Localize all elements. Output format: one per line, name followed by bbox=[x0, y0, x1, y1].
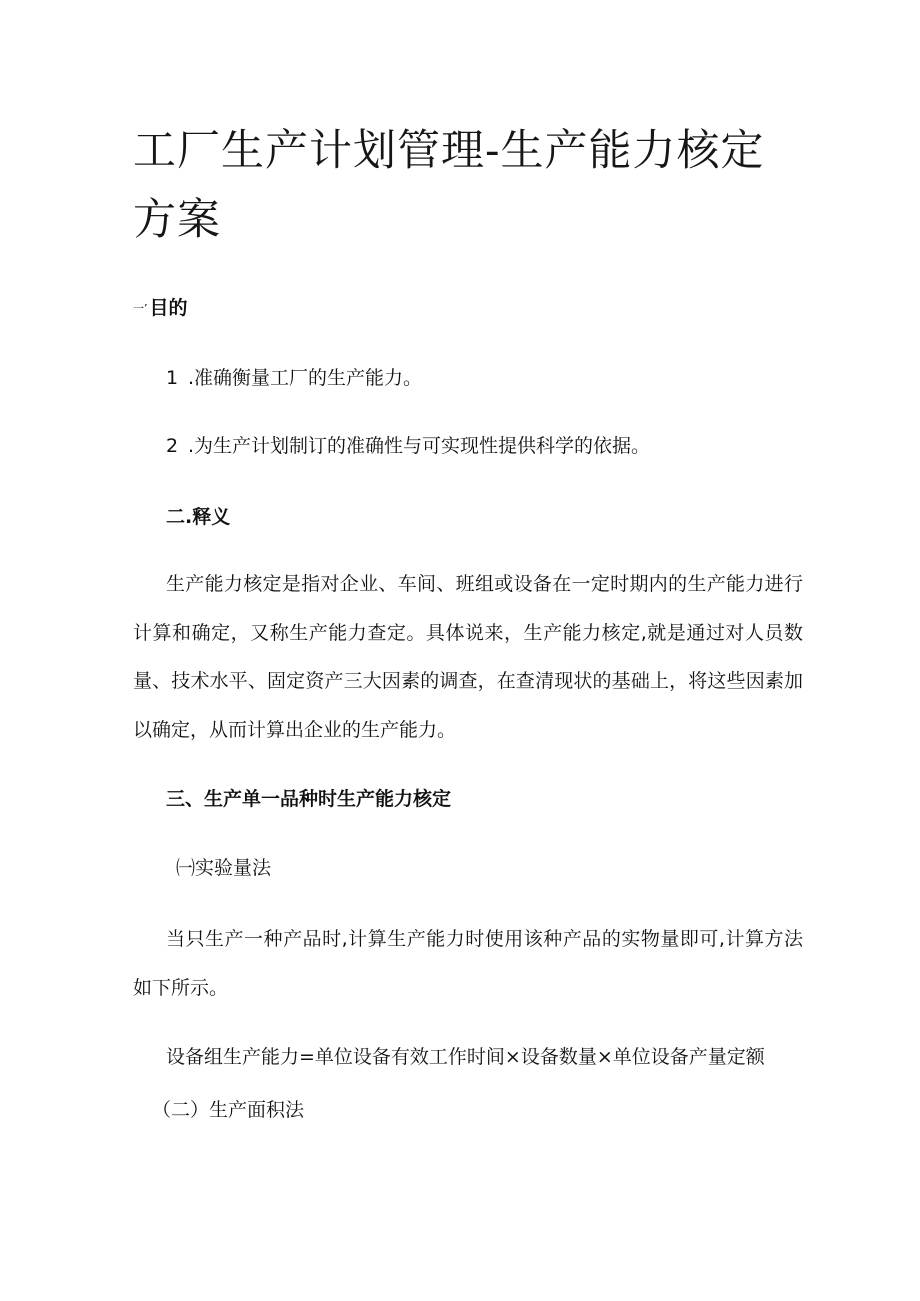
purpose-item-2-text: .为生产计划制订的准确性与可实现性提供科学的依据。 bbox=[188, 435, 651, 457]
experimental-method-paragraph: 当只生产一种产品时,计算生产能力时使用该种产品的实物量即可,计算方法如下所示。 bbox=[133, 928, 803, 999]
capacity-formula: 设备组生产能力=单位设备有效工作时间×设备数量×单位设备产量定额 bbox=[166, 1046, 765, 1068]
section-definition-heading: 二.释义 bbox=[166, 506, 231, 528]
purpose-item-1-text: .准确衡量工厂的生产能力。 bbox=[188, 367, 423, 389]
purpose-item-1-number: 1 bbox=[166, 367, 179, 389]
subsection-production-area-heading: （二）生产面积法 bbox=[152, 1099, 305, 1121]
section-purpose-heading bbox=[133, 296, 188, 321]
subsection-experimental-method-heading: ㈠实验量法 bbox=[176, 857, 272, 879]
purpose-item-1 bbox=[166, 366, 422, 390]
definition-paragraph: 生产能力核定是指对企业、车间、班组或设备在一定时期内的生产能力进行计算和确定，又称生产能力查定。具体说来，生产能力核定,就是通过对人员数量、技术水平、固定资产三大因素的调查，在查清现状的基础上，将这些因素加以确定，从而计算出企业的生产能力。 bbox=[133, 573, 803, 741]
purpose-item-2 bbox=[166, 434, 650, 458]
purpose-item-2-number: 2 bbox=[166, 435, 179, 457]
section-purpose-title: 目的 bbox=[149, 297, 188, 319]
section-marker: 一’ bbox=[133, 301, 148, 315]
section-single-product-heading: 三、生产单一品种时生产能力核定 bbox=[166, 788, 452, 810]
document-title: 工厂生产计划管理-生产能力核定方案 bbox=[133, 126, 765, 245]
